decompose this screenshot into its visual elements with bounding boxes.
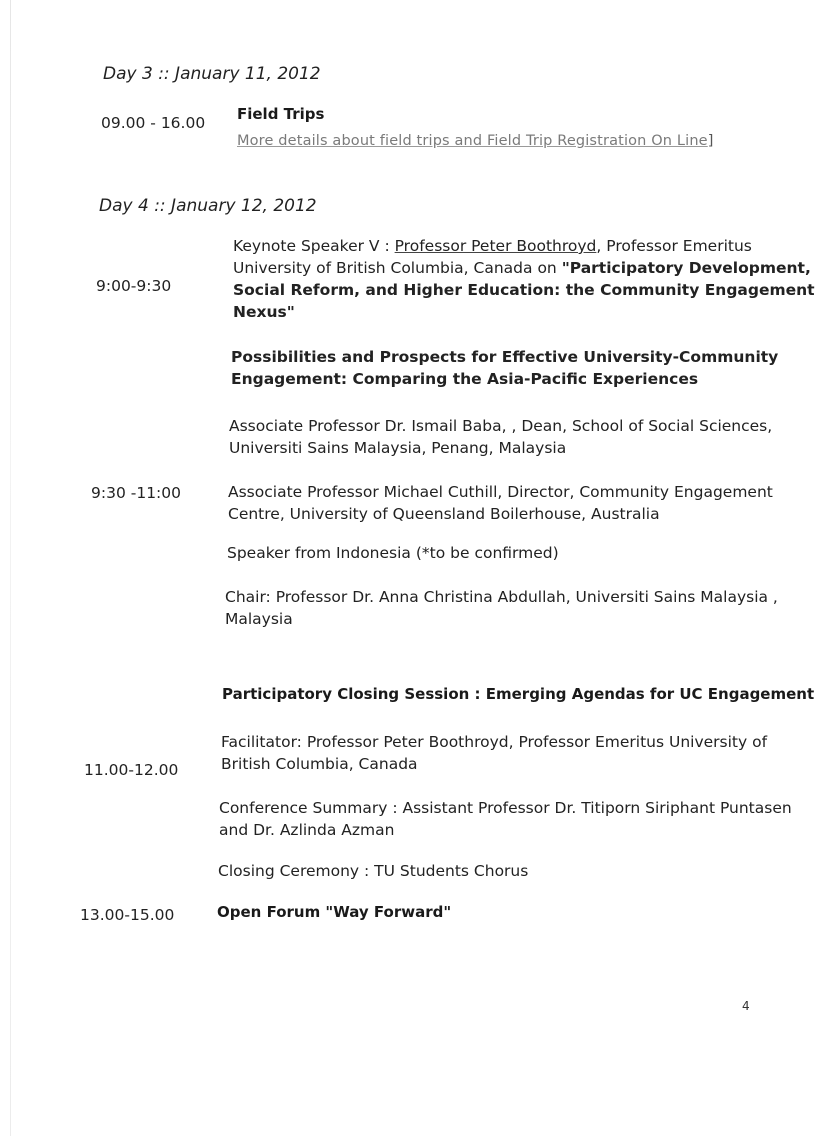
keynote-line-2 (233, 257, 815, 279)
keynote-line2-bold: "Participatory Development, (561, 259, 811, 277)
keynote-line-1 (233, 235, 815, 257)
closing-facilitator (221, 731, 767, 775)
panel-speaker-3: Speaker from Indonesia (*to be confirmed) (227, 544, 559, 562)
panel-title (231, 346, 778, 390)
keynote-line1-rest: , Professor Emeritus (596, 237, 752, 255)
day3-heading: Day 3 :: January 11, 2012 (103, 64, 321, 84)
panel-speaker1-line-1: Associate Professor Dr. Ismail Baba, , Dean, School of Social Sciences, (229, 417, 773, 435)
closing-summary-line-2: and Dr. Azlinda Azman (219, 821, 395, 839)
closing-title: Participatory Closing Session : Emerging Agendas for UC Engagement (222, 685, 815, 703)
day3-field-trips-title: Field Trips (237, 105, 325, 123)
panel-title-line-1: Possibilities and Prospects for Effective University-Community (231, 348, 779, 366)
closing-facilitator-line-2: British Columbia, Canada (221, 755, 418, 773)
closing-ceremony: Closing Ceremony : TU Students Chorus (218, 862, 529, 880)
day4-heading: Day 4 :: January 12, 2012 (99, 196, 317, 216)
forum-time: 13.00-15.00 (80, 906, 175, 924)
keynote-line-3 (233, 279, 815, 301)
closing-facilitator-line-1: Facilitator: Professor Peter Boothroyd, Professor Emeritus University of (221, 733, 768, 751)
forum-title: Open Forum "Way Forward" (217, 903, 452, 921)
page-number: 4 (742, 999, 750, 1013)
keynote-speaker-link[interactable]: Professor Peter Boothroyd (394, 237, 597, 255)
panel-chair (225, 586, 778, 630)
field-trip-registration-link[interactable]: More details about field trips and Field Trip Registration On Line (237, 133, 708, 149)
keynote-line4-text: Nexus" (233, 303, 295, 321)
closing-summary (219, 797, 792, 841)
closing-summary-line-1: Conference Summary : Assistant Professor Dr. Titiporn Siriphant Puntasen (219, 799, 792, 817)
panel-speaker-2 (228, 481, 773, 525)
closing-time: 11.00-12.00 (84, 761, 179, 779)
keynote-time: 9:00-9:30 (96, 277, 172, 295)
scan-edge-line (10, 0, 11, 1136)
panel-speaker2-line-1: Associate Professor Michael Cuthill, Director, Community Engagement (228, 483, 773, 501)
panel-chair-line-2: Malaysia (225, 610, 293, 628)
keynote-line3-text: Social Reform, and Higher Education: the Community Engagement (233, 281, 815, 299)
keynote-prefix: Keynote Speaker V : (233, 237, 395, 255)
field-trip-link-bracket: ] (707, 133, 714, 149)
keynote-block (233, 235, 815, 323)
panel-title-line-2: Engagement: Comparing the Asia-Pacific Experiences (231, 370, 699, 388)
panel-chair-line-1: Chair: Professor Dr. Anna Christina Abdullah, Universiti Sains Malaysia , (225, 588, 778, 606)
keynote-line-4 (233, 301, 815, 323)
day3-time: 09.00 - 16.00 (101, 114, 206, 132)
panel-speaker-1 (229, 415, 772, 459)
day3-field-trip-link-line (237, 130, 714, 149)
panel-time: 9:30 -11:00 (91, 484, 181, 502)
panel-speaker2-line-2: Centre, University of Queensland Boilerhouse, Australia (228, 505, 660, 523)
keynote-line2-plain: University of British Columbia, Canada on (233, 259, 562, 277)
panel-speaker1-line-2: Universiti Sains Malaysia, Penang, Malaysia (229, 439, 567, 457)
